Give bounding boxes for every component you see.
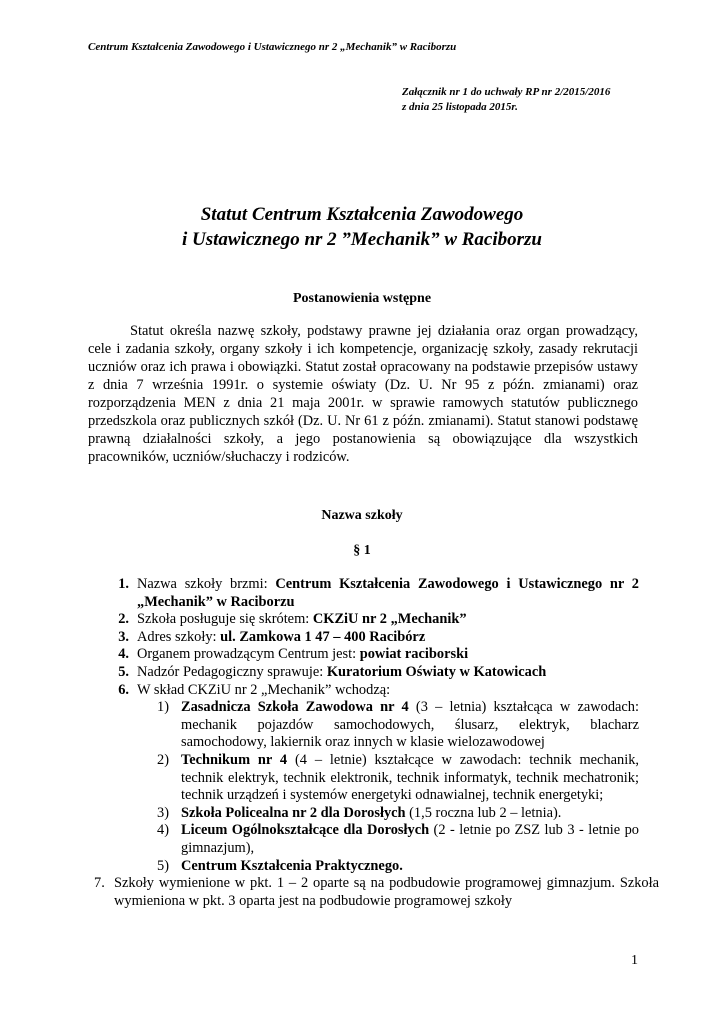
title-line-2: i Ustawicznego nr 2 ”Mechanik” w Raciborzu (182, 229, 542, 250)
intro-text: Statut określa nazwę szkoły, podstawy prawne jej działania oraz organ prowadzący, cele i zadania szkoły, organy szkoły i ich kompetencje, organizację szkoły, zasady rekrutacji uczniów oraz ich prawa i obowiązki. Statut został opracowany na podstawie przepisów ustawy z dnia 7 września 1991r. o systemie oświaty (Dz. U. Nr 95 z późn. zmianami) oraz rozporządzenia MEN z dnia 21 maja 2001r. w sprawie ramowych statutów publicznego przedszkola oraz publicznych szkół (Dz. U. Nr 61 z późn. zmianami). Statut stanowi podstawę prawną działalności szkoły, a jego postanowienia są obowiązujące dla wszystkich pracowników, uczniów/słuchaczy i rodziców. (88, 323, 638, 465)
sub-item-number: 5) (157, 857, 169, 874)
intro-paragraph (88, 322, 638, 466)
school-description: (1,5 roczna lub 2 – letnia). (405, 804, 562, 821)
item-number: 3. (118, 628, 129, 645)
item-label: Nadzór Pedagogiczny sprawuje: (137, 663, 327, 680)
school-name: Centrum Kształcenia Praktycznego. (181, 857, 403, 874)
sub-item-number: 1) (157, 699, 169, 716)
item-label: Szkoła posługuje się skrótem: (137, 611, 313, 628)
item-number: 1. (118, 576, 129, 592)
item-value: CKZiU nr 2 „Mechanik” (312, 611, 467, 628)
item-number: 5. (118, 663, 129, 680)
sub-item-5 (113, 858, 639, 876)
item-number: 7. (94, 875, 105, 892)
school-name: Zasadnicza Szkoła Zawodowa nr 4 (181, 699, 409, 716)
sub-item-number: 3) (157, 804, 169, 821)
statute-list (94, 576, 659, 910)
list-item-1 (113, 576, 639, 611)
annex-note (402, 85, 610, 115)
list-item-2 (113, 611, 639, 629)
list-item-3 (113, 629, 639, 647)
item-value: Kuratorium Oświaty w Katowicach (326, 663, 547, 680)
school-description: (2 - letnie po ZSZ lub 3 - letnie po gimnazjum), (181, 822, 639, 856)
intro-heading: Postanowienia wstępne (292, 291, 432, 306)
item-label: W skład CKZiU nr 2 „Mechanik” wchodzą: (137, 681, 391, 698)
sub-item-4 (113, 822, 639, 857)
page-number: 1 (631, 953, 638, 968)
sub-item-2 (113, 752, 639, 805)
list-item-4 (113, 646, 639, 664)
document-title (0, 202, 724, 252)
paragraph-number: § 1 (353, 543, 371, 558)
item-label: Adres szkoły: (137, 628, 221, 645)
list-item-7 (94, 875, 659, 910)
sub-item-3 (113, 805, 639, 823)
list-item-5 (113, 664, 639, 682)
school-name: Liceum Ogólnokształcące dla Dorosłych (181, 822, 430, 839)
item-number: 6. (118, 681, 129, 698)
item-value: Centrum Kształcenia Zawodowego i Ustawicznego nr 2 „Mechanik” w Raciborzu (137, 576, 639, 610)
section-heading: Nazwa szkoły (321, 508, 403, 523)
item-number: 4. (118, 646, 129, 663)
school-name: Szkoła Policealna nr 2 dla Dorosłych (181, 804, 406, 821)
item-label: Nazwa szkoły brzmi: (137, 576, 276, 592)
sub-item-number: 4) (157, 822, 169, 839)
sub-item-number: 2) (157, 751, 169, 768)
annex-line-1: Załącznik nr 1 do uchwały RP nr 2/2015/2016 (402, 86, 611, 98)
item-text: Szkoły wymienione w pkt. 1 – 2 oparte są na podbudowie programowej gimnazjum. Szkoła wymieniona w pkt. 3 oparta jest na podbudowie programowej szkoły (114, 875, 659, 909)
item-number: 2. (118, 611, 129, 628)
school-name: Technikum nr 4 (181, 751, 288, 768)
item-value: ul. Zamkowa 1 47 – 400 Racibórz (220, 628, 426, 645)
title-line-1: Statut Centrum Kształcenia Zawodowego (200, 204, 524, 225)
item-label: Organem prowadzącym Centrum jest: (137, 646, 360, 663)
list-item-6 (113, 682, 639, 700)
sub-item-1 (113, 699, 639, 752)
item-value: powiat raciborski (359, 646, 469, 663)
school-description: (3 – letnia) kształcąca w zawodach: mechanik pojazdów samochodowych, ślusarz, elektryk, blacharz samochodowy, lakiernik oraz innych w klasie wielozawodowej (181, 699, 639, 751)
running-header: Centrum Kształcenia Zawodowego i Ustawicznego nr 2 „Mechanik” w Raciborzu (88, 41, 457, 53)
annex-line-2: z dnia 25 listopada 2015r. (402, 101, 518, 113)
school-description: (4 – letnie) kształcące w zawodach: technik mechanik, technik elektryk, technik elektronik, technik informatyk, technik mechatronik; technik urządzeń i systemów energetyki odnawialnej, technik energetyki; (181, 751, 639, 804)
